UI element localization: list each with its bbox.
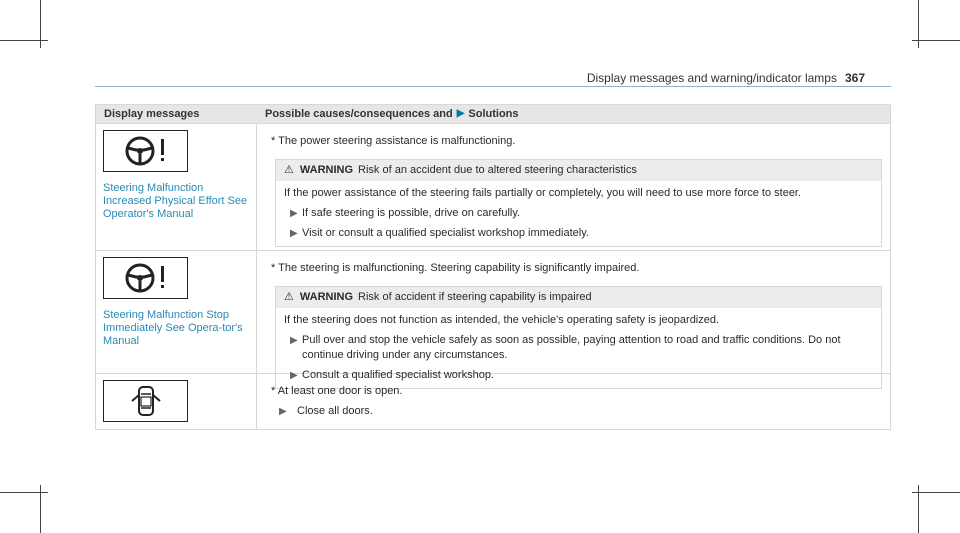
table-header	[96, 105, 890, 123]
step-text: Close all doors.	[297, 405, 373, 417]
solution-cell	[257, 124, 890, 250]
col2-header-prefix: Possible causes/consequences and	[265, 108, 453, 120]
warning-box	[275, 159, 882, 247]
list-item	[284, 206, 873, 221]
steering-wheel-warning-icon	[103, 130, 188, 172]
solution-cell	[257, 374, 890, 429]
warning-text: If the steering does not function as intended, the vehicle's operating safety is jeopardized.	[284, 314, 720, 326]
display-message-cell	[96, 124, 257, 250]
warning-label: WARNING	[299, 164, 354, 176]
header-title: Display messages and warning/indicator lamps	[586, 71, 837, 85]
warning-body	[276, 181, 881, 246]
crop-mark	[912, 492, 960, 493]
page-header	[587, 71, 865, 85]
table-row	[96, 373, 890, 429]
warning-triangle-icon: ⚠	[284, 291, 294, 303]
message-text: Steering Malfunction Stop Immediately See Opera-tor's Manual	[103, 309, 243, 347]
list-item	[284, 226, 873, 241]
table-row	[96, 250, 890, 381]
arrow-right-icon: ▶	[290, 370, 298, 381]
warning-text: If the power assistance of the steering fails partially or completely, you will need to use more force to steer.	[284, 187, 802, 199]
arrow-right-icon: ▶	[290, 335, 298, 346]
warning-title: Risk of accident if steering capability is impaired	[358, 291, 592, 303]
display-messages-table	[95, 104, 891, 430]
display-message-cell	[96, 251, 257, 373]
warning-header	[276, 160, 881, 181]
crop-mark	[0, 492, 48, 493]
solution-cell	[257, 251, 890, 381]
step-text: Consult a qualified specialist workshop.	[302, 369, 494, 381]
steering-wheel-warning-icon	[103, 257, 188, 299]
crop-mark	[912, 40, 960, 41]
cause-text: * The power steering assistance is malfunctioning.	[271, 135, 516, 147]
warning-header	[276, 287, 881, 308]
message-text: Steering Malfunction Increased Physical Effort See Operator's Manual	[103, 182, 248, 220]
table-row	[96, 123, 890, 250]
col1-header: Display messages	[104, 108, 200, 120]
cause-text: * At least one door is open.	[271, 385, 403, 397]
arrow-right-icon: ▶	[290, 208, 298, 219]
col2-header	[257, 105, 890, 123]
step-text: Pull over and stop the vehicle safely as soon as possible, paying attention to road and traffic conditions. Do not continue driving under any circumstances.	[302, 334, 841, 361]
list-item	[284, 333, 873, 363]
header-rule	[95, 86, 891, 87]
step-text: If safe steering is possible, drive on carefully.	[302, 207, 521, 219]
warning-title: Risk of an accident due to altered steering characteristics	[358, 164, 637, 176]
page-number: 367	[844, 71, 865, 85]
col2-header-suffix: Solutions	[468, 108, 519, 120]
arrow-right-icon: ▶	[279, 406, 287, 417]
crop-mark	[0, 40, 48, 41]
arrow-right-icon: ▶	[290, 228, 298, 239]
car-door-open-icon	[103, 380, 188, 422]
step-text: Visit or consult a qualified specialist workshop immediately.	[302, 227, 589, 239]
cause-text: * The steering is malfunctioning. Steering capability is significantly impaired.	[271, 262, 640, 274]
arrow-right-icon: ▶	[456, 108, 465, 119]
list-item	[279, 404, 882, 419]
warning-label: WARNING	[299, 291, 354, 303]
display-message-cell	[96, 374, 257, 429]
warning-triangle-icon: ⚠	[284, 164, 294, 176]
